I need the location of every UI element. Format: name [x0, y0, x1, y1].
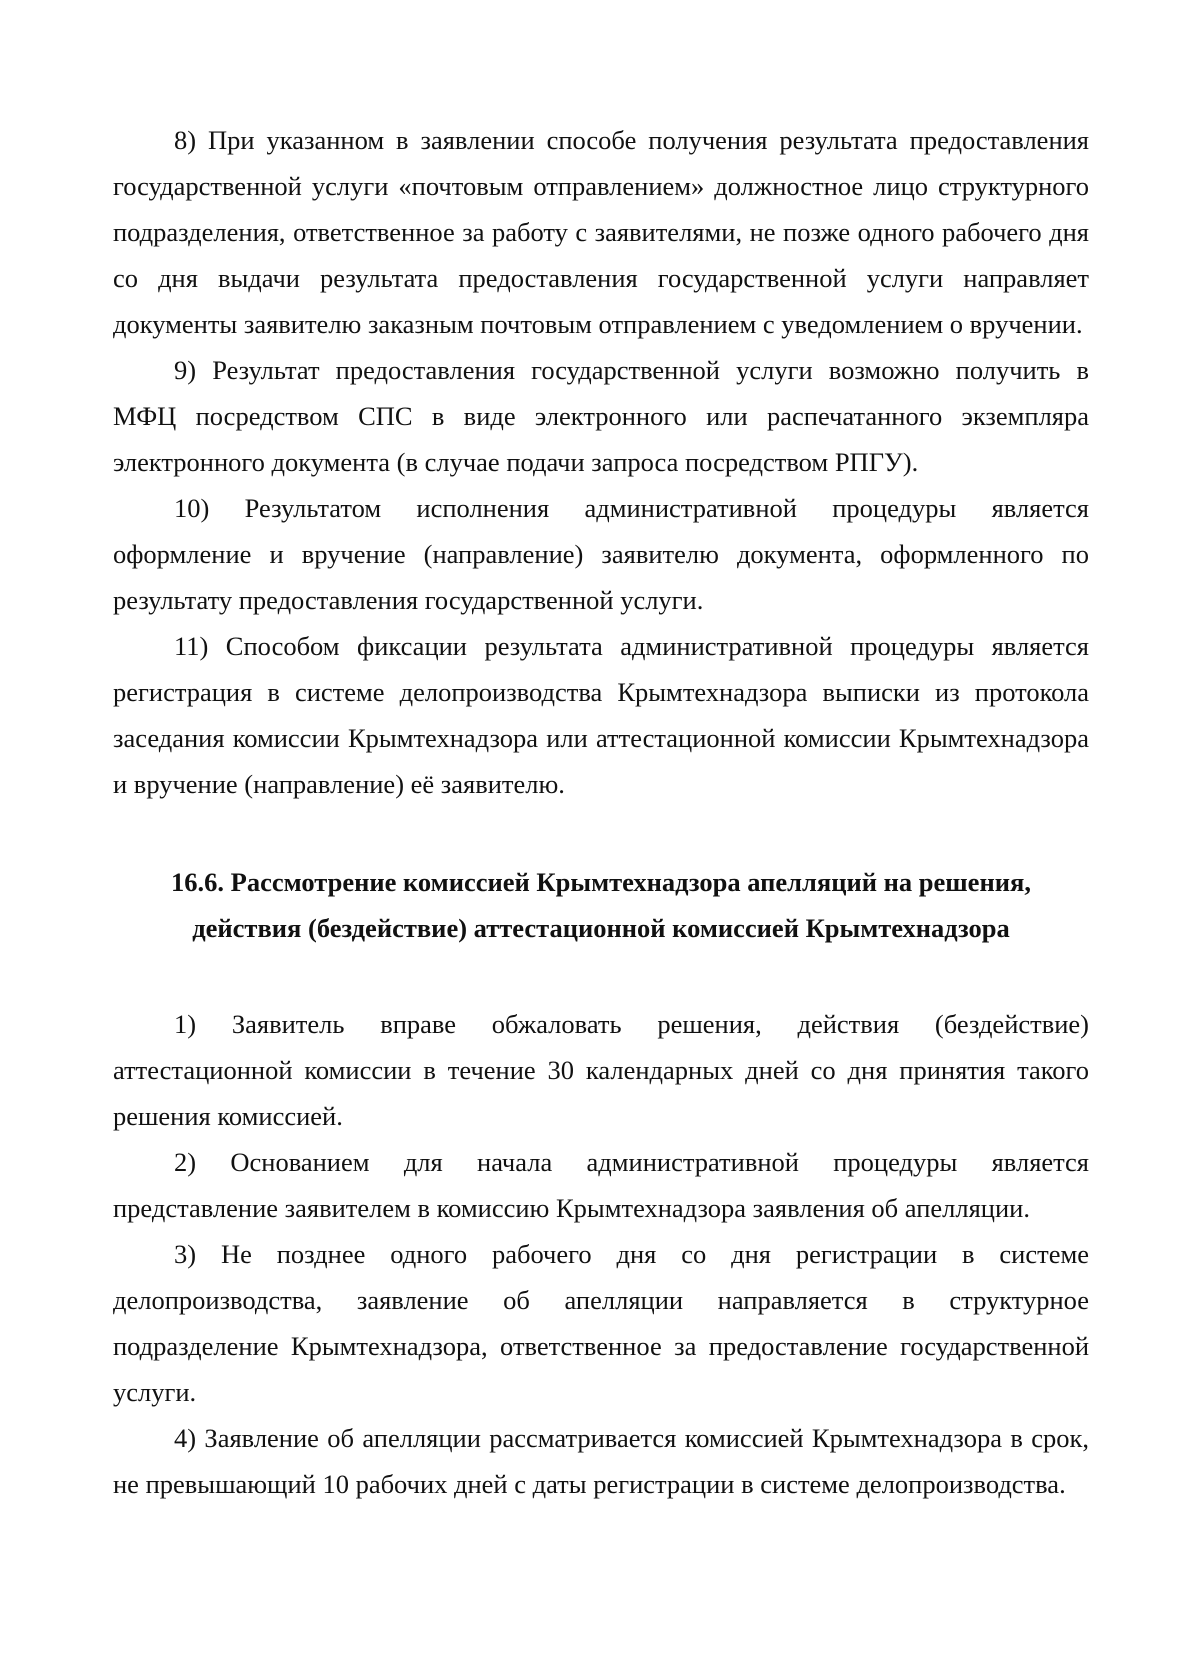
appeal-paragraph-1: 1) Заявитель вправе обжаловать решения, действия (бездействие) аттестационной комиссии в течение 30 календарных дней со дня принятия такого решения комиссией. [113, 1009, 1089, 1131]
paragraph-9: 9) Результат предоставления государственной услуги возможно получить в МФЦ посредством СПС в виде электронного или распечатанного экземпляра электронного документа (в случае подачи запроса посредством РПГУ). [113, 355, 1089, 477]
document-body [113, 117, 1089, 1507]
paragraph-11: 11) Способом фиксации результата административной процедуры является регистрация в системе делопроизводства Крымтехнадзора выписки из протокола заседания комиссии Крымтехнадзора или аттестационной комиссии Крымтехнадзора и вручение (направление) её заявителю. [113, 631, 1089, 799]
paragraph-8: 8) При указанном в заявлении способе получения результата предоставления государственной услуги «почтовым отправлением» должностное лицо структурного подразделения, ответственное за работу с заявителями, не позже одного рабочего дня со дня выдачи результата предоставления государственной услуги направляет документы заявителю заказным почтовым отправлением с уведомлением о вручении. [113, 125, 1089, 339]
paragraph-10: 10) Результатом исполнения административной процедуры является оформление и вручение (направление) заявителю документа, оформленного по результату предоставления государственной услуги. [113, 493, 1089, 615]
appeal-paragraph-2: 2) Основанием для начала административной процедуры является представление заявителем в комиссию Крымтехнадзора заявления об апелляции. [113, 1147, 1089, 1223]
section-heading [113, 859, 1089, 951]
section-heading-line-1: 16.6. Рассмотрение комиссией Крымтехнадзора апелляций на решения, [171, 867, 1031, 897]
appeal-paragraph-3: 3) Не позднее одного рабочего дня со дня регистрации в системе делопроизводства, заявление об апелляции направляется в структурное подразделение Крымтехнадзора, ответственное за предоставление государственной услуги. [113, 1239, 1089, 1407]
appeal-paragraph-4: 4) Заявление об апелляции рассматривается комиссией Крымтехнадзора в срок, не превышающий 10 рабочих дней с даты регистрации в системе делопроизводства. [113, 1423, 1089, 1499]
section-heading-line-2: действия (бездействие) аттестационной комиссией Крымтехнадзора [192, 913, 1010, 943]
